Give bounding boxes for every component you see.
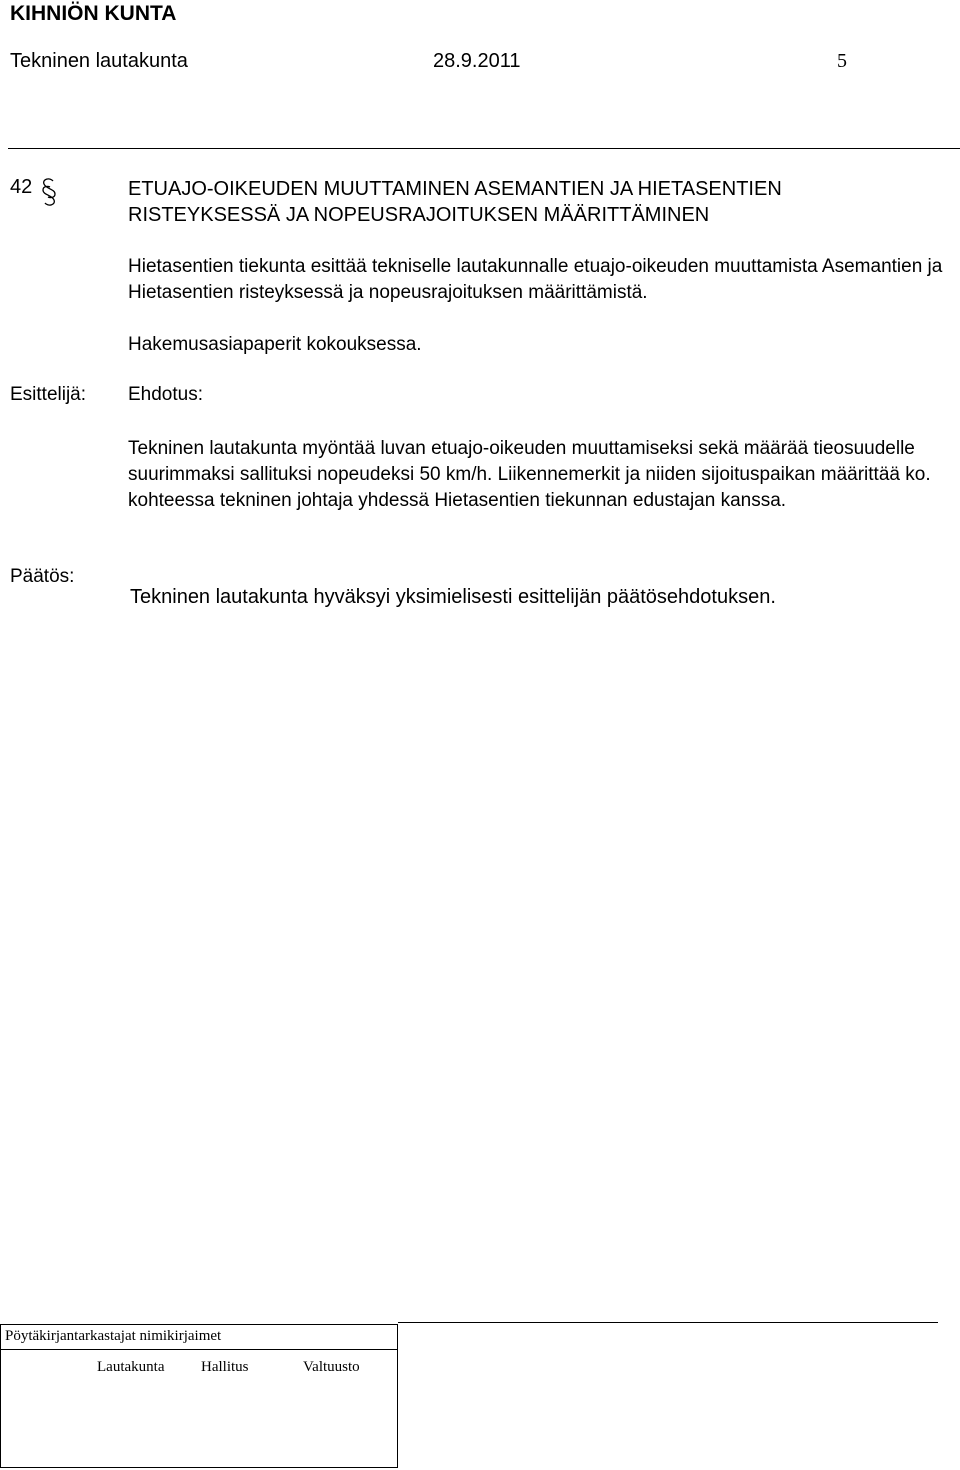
page-number: 5 — [837, 50, 847, 72]
meeting-date: 28.9.2011 — [433, 50, 521, 72]
proposal-label: Ehdotus: — [128, 384, 203, 405]
signature-box — [0, 1324, 398, 1468]
signature-box-divider — [1, 1349, 397, 1350]
organization-name: KIHNIÖN KUNTA — [10, 2, 177, 25]
section-sign-icon — [38, 178, 60, 206]
decision-label: Päätös: — [10, 566, 75, 587]
footer-column-hallitus: Hallitus — [201, 1359, 249, 1375]
footer-column-valtuusto: Valtuusto — [303, 1359, 360, 1375]
documents-note: Hakemusasiapaperit kokouksessa. — [128, 334, 422, 355]
proposal-text: Tekninen lautakunta myöntää luvan etuajo-oikeuden muuttamiseksi sekä määrää tieosuudelle suurimmaksi sallituksi nopeudeksi 50 km/h. Liikennemerkit ja niiden sijoituspaikan määrittää ko. kohteessa tekninen johtaja yhdessä Hietasentien tiekunnan edustajan kanssa. — [128, 438, 931, 511]
signature-label: Pöytäkirjantarkastajat nimikirjaimet — [5, 1328, 222, 1344]
section-title-line-2: RISTEYKSESSÄ JA NOPEUSRAJOITUKSEN MÄÄRITTÄMINEN — [128, 204, 710, 226]
signature-footer — [0, 1318, 960, 1470]
section-title-line-1: ETUAJO-OIKEUDEN MUUTTAMINEN ASEMANTIEN JA HIETASENTIEN — [128, 178, 782, 200]
section-body: Hietasentien tiekunta esittää tekniselle lautakunnalle etuajo-oikeuden muuttamista Asemantien ja Hietasentien risteyksessä ja nopeusrajoituksen määrittämistä. — [128, 256, 943, 303]
section-number: 42 — [10, 176, 33, 198]
presenter-label: Esittelijä: — [10, 384, 87, 405]
footer-column-lautakunta: Lautakunta — [97, 1359, 165, 1375]
section-title — [128, 176, 782, 228]
committee-name: Tekninen lautakunta — [10, 50, 188, 72]
footer-top-rule — [398, 1322, 938, 1323]
decision-text: Tekninen lautakunta hyväksyi yksimielisesti esittelijän päätösehdotuksen. — [130, 586, 776, 608]
header-divider — [8, 148, 960, 149]
